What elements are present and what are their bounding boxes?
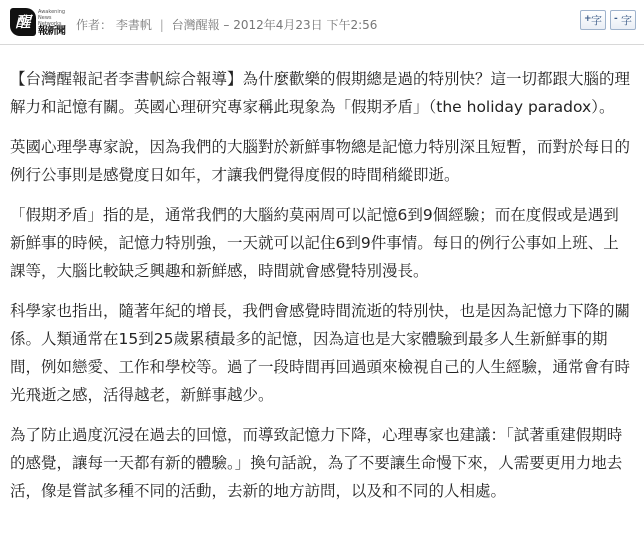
publish-date: 2012年4月23日 下午2:56 xyxy=(233,18,378,32)
logo-brand-text: 報新聞 xyxy=(38,26,65,37)
minus-icon: - xyxy=(614,14,618,24)
article-paragraph: 為了防止過度沉浸在過去的回憶，而導致記憶力下降，心理專家也建議：「試著重建假期時的感覺，讓每一天都有新的體驗。」換句話說，為了不要讓生命慢下來，人需要更用力地去活，像是嘗試多種不同的活動，去新的地方訪問，以及和不同的人相處。 xyxy=(10,426,623,500)
font-decrease-label: 字 xyxy=(621,14,632,27)
author-link[interactable]: 李書帆 xyxy=(115,18,152,32)
article-paragraph: 【台灣醒報記者李書帆綜合報導】為什麼歡樂的假期總是過的特別快？這一切都跟大腦的理解力和記憶有關。英國心理研究專家稱此現象為「假期矛盾」（the holiday paradox）。 xyxy=(10,70,631,116)
font-decrease-button[interactable] xyxy=(610,10,636,30)
plus-icon: + xyxy=(584,14,592,24)
font-size-controls xyxy=(580,10,636,30)
logo-subtext: Awakening News Networks xyxy=(38,9,66,27)
source-name[interactable]: 台灣醒報 xyxy=(171,18,220,32)
font-increase-label: 字 xyxy=(591,14,602,27)
article-body xyxy=(0,45,644,505)
author-label: 作者： xyxy=(76,18,113,32)
article-paragraph: 科學家也指出，隨著年紀的增長，我們會感覺時間流逝的特別快，也是因為記憶力下降的關係。人類通常在15到25歲累積最多的記憶，因為這也是大家體驗到最多人生新鮮事的期間，例如戀愛、工作和學校等。過了一段時間再回過頭來檢視自己的人生經驗，通常會有時光飛逝之感，活得越老，新鮮事越少。 xyxy=(10,302,631,404)
meta-separator: | xyxy=(159,18,164,32)
article-meta xyxy=(76,16,377,33)
article-header xyxy=(0,0,644,45)
font-increase-button[interactable] xyxy=(580,10,606,30)
article-paragraph: 「假期矛盾」指的是，通常我們的大腦約莫兩周可以記憶6到9個經驗；而在度假或是遇到新鮮事的時候，記憶力特別強，一天就可以記住6到9件事情。每日的例行公事如上班、上課等，大腦比較缺乏興趣和新鮮感，時間就會感覺特別漫長。 xyxy=(10,206,619,280)
site-logo[interactable] xyxy=(10,8,65,36)
meta-dash: – xyxy=(223,18,234,32)
article-paragraph: 英國心理學專家說，因為我們的大腦對於新鮮事物總是記憶力特別深且短暫，而對於每日的例行公事則是感覺度日如年，才讓我們覺得度假的時間稍縱即逝。 xyxy=(10,138,631,184)
logo-mark-icon: 醒 xyxy=(10,8,36,36)
